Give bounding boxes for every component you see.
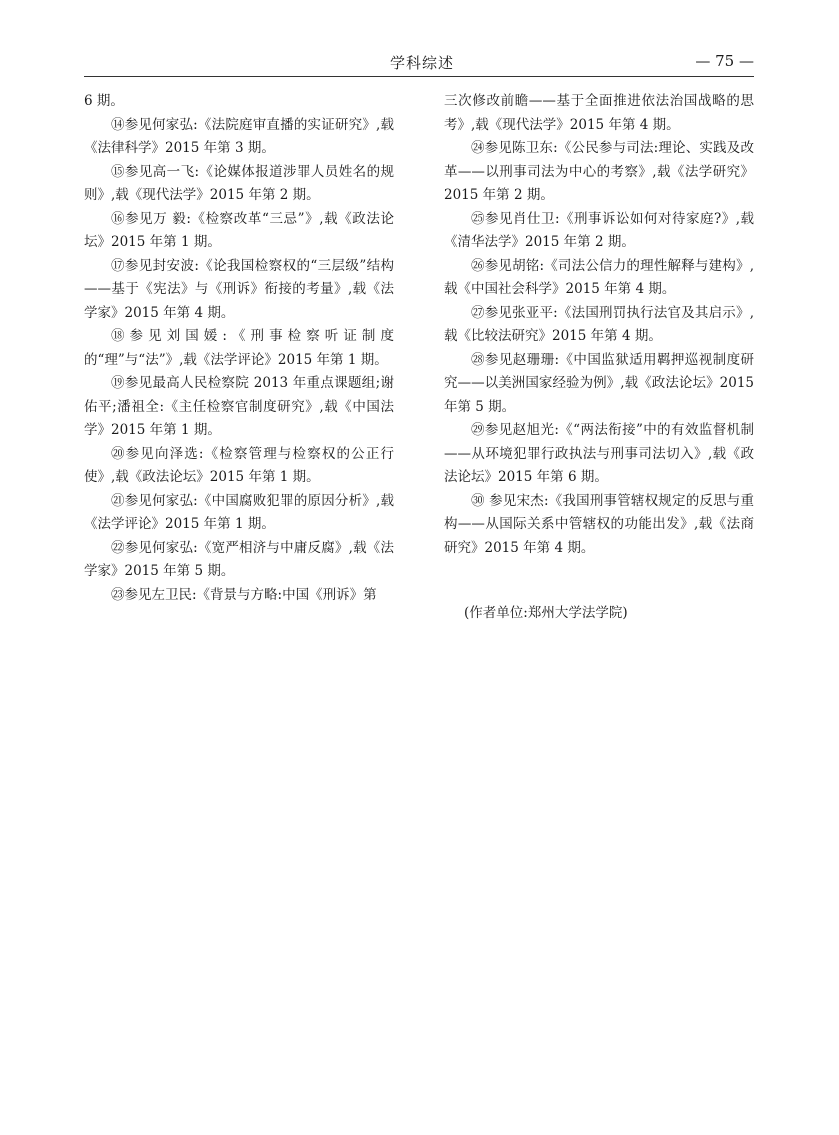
left-column xyxy=(84,90,394,607)
footnote-paragraph: ㉗参见张亚平:《法国刑罚执行法官及其启示》,载《比较法研究》2015 年第 4 期。 xyxy=(444,304,754,344)
page-number: — 75 — xyxy=(695,52,754,70)
footnote-paragraph: ⑯参见万 毅:《检察改革“三忌”》,载《政法论坛》2015 年第 1 期。 xyxy=(84,210,394,250)
footnote-paragraph: ㉚ 参见宋杰:《我国刑事管辖权规定的反思与重构——从国际关系中管辖权的功能出发》,载《法商研究》2015 年第 4 期。 xyxy=(444,492,754,556)
footnote-paragraph: ㉓参见左卫民:《背景与方略:中国《刑诉》第 xyxy=(111,586,377,603)
footnote-paragraph: ⑮参见高一飞:《论媒体报道涉罪人员姓名的规则》,载《现代法学》2015 年第 2 期。 xyxy=(84,163,394,203)
author-affiliation: (作者单位:郑州大学法学院) xyxy=(464,605,628,621)
footnote-paragraph: ㉑参见何家弘:《中国腐败犯罪的原因分析》,载《法学评论》2015 年第 1 期。 xyxy=(84,492,394,532)
footnote-paragraph: ⑱参见刘国媛:《刑事检察听证制度的“理”与“法”》,载《法学评论》2015 年第 1 期。 xyxy=(84,328,394,368)
footnote-paragraph: ⑰参见封安波:《论我国检察权的“三层级”结构——基于《宪法》与《刑诉》衔接的考量》,载《法学家》2015 年第 4 期。 xyxy=(84,257,394,321)
footnote-paragraph: ㉘参见赵珊珊:《中国监狱适用羁押巡视制度研究——以美洲国家经验为例》,载《政法论坛》2015 年第 5 期。 xyxy=(444,351,754,415)
footnote-paragraph: ㉖参见胡铭:《司法公信力的理性解释与建构》,载《中国社会科学》2015 年第 4 期。 xyxy=(444,257,754,297)
footnote-paragraph: ㉙参见赵旭光:《“两法衔接”中的有效监督机制——从环境犯罪行政执法与刑事司法切入》,载《政法论坛》2015 年第 6 期。 xyxy=(444,422,754,485)
running-header xyxy=(84,52,754,76)
footnote-paragraph: ㉕参见肖仕卫:《刑事诉讼如何对待家庭?》,载《清华法学》2015 年第 2 期。 xyxy=(444,210,754,250)
footnote-paragraph: ⑭参见何家弘:《法院庭审直播的实证研究》,载《法律科学》2015 年第 3 期。 xyxy=(84,116,394,156)
footnote-paragraph: ㉔参见陈卫东:《公民参与司法:理论、实践及改革——以刑事司法为中心的考察》,载《法学研究》2015 年第 2 期。 xyxy=(444,140,754,203)
right-column xyxy=(444,90,754,560)
footnote-paragraph: 6 期。 xyxy=(84,93,124,109)
footnote-paragraph: ⑲参见最高人民检察院 2013 年重点课题组;谢佑平;潘祖全:《主任检察官制度研究》,载《中国法学》2015 年第 1 期。 xyxy=(84,375,394,438)
footnote-paragraph: 三次修改前瞻——基于全面推进依法治国战略的思考》,载《现代法学》2015 年第 4 期。 xyxy=(444,93,754,133)
section-title: 学科综述 xyxy=(390,54,455,72)
header-rule xyxy=(84,76,754,77)
footnote-paragraph: ㉒参见何家弘:《宽严相济与中庸反腐》,载《法学家》2015 年第 5 期。 xyxy=(84,539,394,579)
footnote-paragraph: ⑳参见向泽选:《检察管理与检察权的公正行使》,载《政法论坛》2015 年第 1 期。 xyxy=(84,445,394,485)
